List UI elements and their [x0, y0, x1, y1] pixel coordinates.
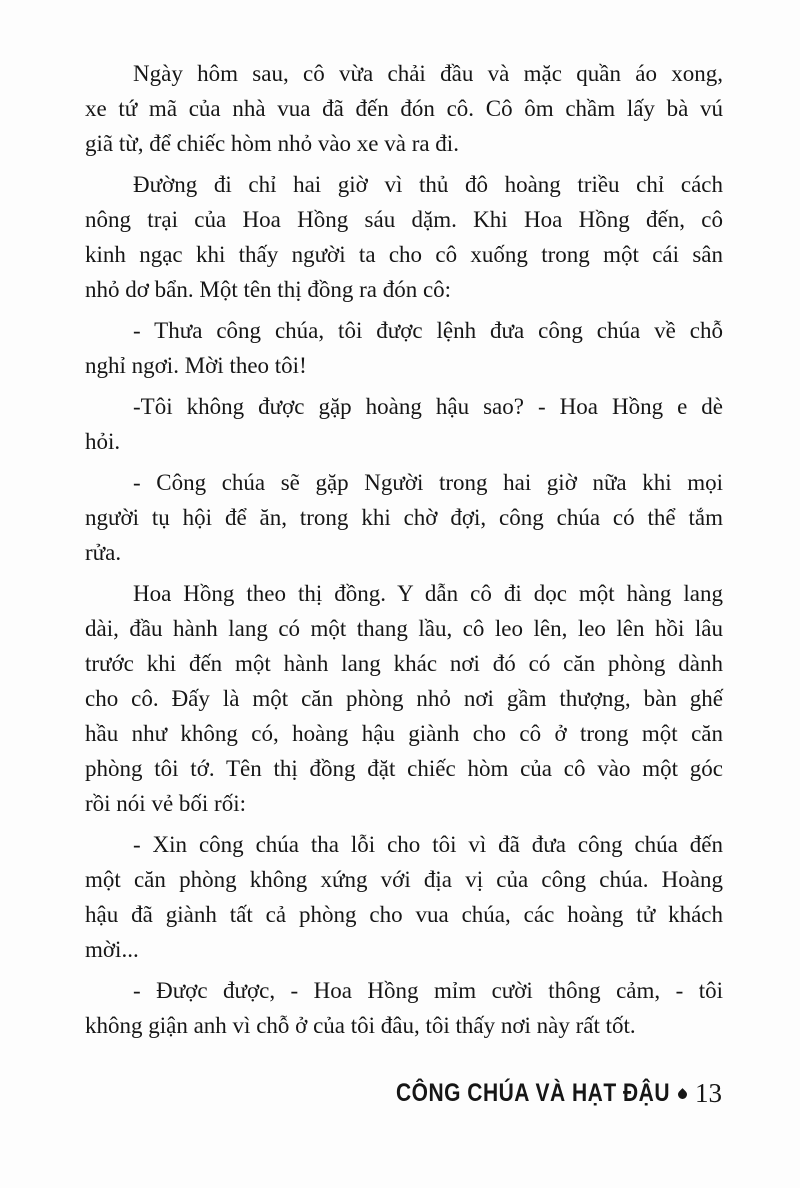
text-line: rửa.: [85, 540, 122, 565]
paragraph: [85, 827, 723, 967]
text-line: kinh ngạc khi thấy người ta cho cô xuống trong một cái sân: [85, 242, 723, 267]
text-line: xe tứ mã của nhà vua đã đến đón cô. Cô ôm chầm lấy bà vú: [85, 96, 723, 121]
text-line: dài, đầu hành lang có một thang lầu, cô leo lên, leo lên hồi lâu: [85, 616, 723, 641]
page-footer: [396, 1080, 722, 1107]
text-line: - Công chúa sẽ gặp Người trong hai giờ nữa khi mọi: [133, 470, 723, 495]
body-text: [85, 56, 723, 1043]
text-line: không giận anh vì chỗ ở của tôi đâu, tôi thấy nơi này rất tốt.: [85, 1013, 636, 1038]
droplet-icon: [676, 1088, 689, 1101]
text-line: hỏi.: [85, 429, 121, 454]
page-number: 13: [695, 1078, 722, 1108]
text-line: hậu đã giành tất cả phòng cho vua chúa, các hoàng tử khách: [85, 902, 723, 927]
text-line: giã từ, để chiếc hòm nhỏ vào xe và ra đi.: [85, 131, 459, 156]
paragraph: [85, 313, 723, 383]
text-line: rồi nói vẻ bối rối:: [85, 791, 246, 816]
text-line: mời...: [85, 937, 139, 962]
text-line: Đường đi chỉ hai giờ vì thủ đô hoàng triều chỉ cách: [133, 172, 723, 197]
text-line: - Được được, - Hoa Hồng mỉm cười thông cảm, - tôi: [133, 978, 723, 1003]
paragraph: [85, 465, 723, 570]
text-line: hầu như không có, hoàng hậu giành cho cô ở trong một căn: [85, 721, 723, 746]
text-line: Ngày hôm sau, cô vừa chải đầu và mặc quần áo xong,: [133, 61, 723, 86]
text-line: một căn phòng không xứng với địa vị của công chúa. Hoàng: [85, 867, 723, 892]
text-line: -Tôi không được gặp hoàng hậu sao? - Hoa Hồng e dè: [133, 394, 723, 419]
text-line: Hoa Hồng theo thị đồng. Y dẫn cô đi dọc một hàng lang: [133, 581, 723, 606]
text-line: nghỉ ngơi. Mời theo tôi!: [85, 353, 307, 378]
paragraph: [85, 389, 723, 459]
paragraph: [85, 56, 723, 161]
paragraph: [85, 576, 723, 821]
text-line: nhỏ dơ bẩn. Một tên thị đồng ra đón cô:: [85, 277, 452, 302]
text-line: - Xin công chúa tha lỗi cho tôi vì đã đưa công chúa đến: [133, 832, 723, 857]
text-line: trước khi đến một hành lang khác nơi đó có căn phòng dành: [85, 651, 723, 676]
paragraph: [85, 973, 723, 1043]
footer-book-title: CÔNG CHÚA VÀ HẠT ĐẬU: [395, 1079, 670, 1107]
text-line: cho cô. Đấy là một căn phòng nhỏ nơi gầm thượng, bàn ghế: [85, 686, 723, 711]
text-line: người tụ hội để ăn, trong khi chờ đợi, công chúa có thể tắm: [85, 505, 723, 530]
paragraph: [85, 167, 723, 307]
text-line: - Thưa công chúa, tôi được lệnh đưa công chúa về chỗ: [133, 318, 723, 343]
text-line: nông trại của Hoa Hồng sáu dặm. Khi Hoa Hồng đến, cô: [85, 207, 723, 232]
text-line: phòng tôi tớ. Tên thị đồng đặt chiếc hòm của cô vào một góc: [85, 756, 723, 781]
